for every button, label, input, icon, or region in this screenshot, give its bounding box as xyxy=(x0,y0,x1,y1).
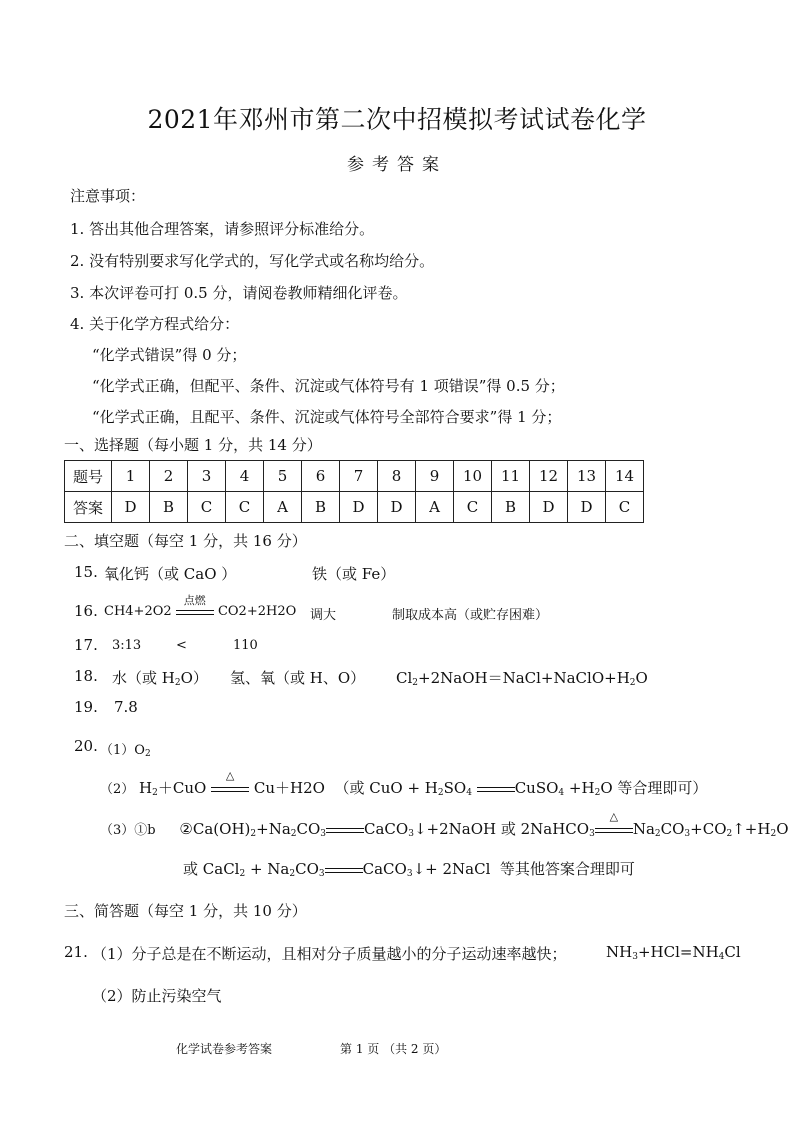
page-subtitle: 参考答案 xyxy=(347,155,447,175)
q20-part1: $(1)O_2$ xyxy=(100,743,151,759)
q16-lhs: CH4+2O2 xyxy=(104,604,172,619)
note-item-2: 2. 没有特别要求写化学式的，写化学式或名称均给分。 xyxy=(70,252,435,270)
heat-symbol: △ xyxy=(225,769,235,782)
note-item-3: 3. 本次评卷可打 0.5 分，请阅卷教师精细化评卷。 xyxy=(70,284,408,302)
answer-cell: C xyxy=(454,492,492,523)
note-item-4: 4. 关于化学方程式给分： xyxy=(70,315,240,333)
table-row xyxy=(65,492,644,523)
q17-answer-c: 110 xyxy=(233,638,258,653)
q20-part3: （3）①b $②Ca(OH)_2+Na_2CO_3$ CaCO$_3$↓+2NaOH 或 2NaHCO$_3$ △ $Na_2CO_3+CO_2↑+H_2O$ xyxy=(100,810,789,839)
reaction-equals-sign xyxy=(211,769,249,796)
reaction-equals-sign xyxy=(595,810,633,837)
answer-cell: A xyxy=(416,492,454,523)
q19-number: 19. xyxy=(74,698,98,716)
q18-answer-a: 水（或 $H_2O$） xyxy=(112,669,208,688)
reaction-equals-sign xyxy=(477,782,515,796)
answer-cell: C xyxy=(606,492,644,523)
answer-cell: D xyxy=(378,492,416,523)
question-number: 12 xyxy=(530,461,568,492)
q20-part2: （2） $H_2+CuO$ △ Cu＋H2O （或 CuO + $H_2SO_4$ CuSO$_4$ $+H_2O$ 等合理即可） xyxy=(100,769,708,798)
question-number: 10 xyxy=(454,461,492,492)
q17-number: 17. xyxy=(74,636,98,654)
q16-answer-b: 调大 xyxy=(310,608,337,623)
q21-part1: （1）分子总是在不断运动，且相对分子质量越小的分子运动速率越快； xyxy=(92,945,567,963)
question-number: 4 xyxy=(226,461,264,492)
row-label: 题号 xyxy=(65,461,112,492)
q21-part2: （2）防止污染空气 xyxy=(92,987,222,1005)
section3-heading: 三、简答题（每空 1 分，共 10 分） xyxy=(64,902,307,920)
question-number: 8 xyxy=(378,461,416,492)
answer-cell: A xyxy=(264,492,302,523)
question-number: 11 xyxy=(492,461,530,492)
answer-cell: C xyxy=(226,492,264,523)
answer-cell: D xyxy=(568,492,606,523)
note-sub-3: “化学式正确，且配平、条件、沉淀或气体符号全部符合要求”得 1 分； xyxy=(92,408,562,426)
q17-answer-b: < xyxy=(176,638,187,653)
q16-equation xyxy=(104,593,297,619)
q20-number: 20. xyxy=(74,737,98,755)
question-number: 14 xyxy=(606,461,644,492)
answer-cell: D xyxy=(112,492,150,523)
q15-answer-a: 氧化钙（或 CaO ） xyxy=(104,565,237,583)
q16-number: 16. xyxy=(74,602,98,620)
question-number: 3 xyxy=(188,461,226,492)
answer-cell: B xyxy=(150,492,188,523)
question-number: 6 xyxy=(302,461,340,492)
reaction-equals-sign xyxy=(176,593,214,619)
section2-heading: 二、填空题（每空 1 分，共 16 分） xyxy=(64,532,307,550)
note-item-1: 1. 答出其他合理答案，请参照评分标准给分。 xyxy=(70,220,375,238)
answer-cell: B xyxy=(492,492,530,523)
q21-part1-equation: $NH_3+HCl=NH_4Cl$ xyxy=(606,943,741,962)
answer-cell: C xyxy=(188,492,226,523)
q21-number: 21. xyxy=(64,943,88,961)
answer-cell: D xyxy=(530,492,568,523)
q18-number: 18. xyxy=(74,667,98,685)
reaction-equals-sign xyxy=(325,863,363,877)
q15-number: 15. xyxy=(74,563,98,581)
row-label: 答案 xyxy=(65,492,112,523)
answer-cell: D xyxy=(340,492,378,523)
question-number: 9 xyxy=(416,461,454,492)
q20-part3-alt: 或 CaCl$_2$ + $Na_2CO_3$ CaCO$_3$↓+ 2NaCl 等其他答案合理即可 xyxy=(183,860,635,879)
footer-page-number: 第 1 页 （共 2 页） xyxy=(340,1042,447,1056)
reaction-equals-sign xyxy=(326,823,364,837)
q20-part2-rhs: Cu＋H2O xyxy=(253,779,325,797)
note-sub-1: “化学式错误”得 0 分； xyxy=(92,346,247,364)
answer-cell: B xyxy=(302,492,340,523)
q18-answer-c: $Cl_2+2NaOH=NaCl+NaClO+H_2O$ xyxy=(396,669,648,688)
question-number: 2 xyxy=(150,461,188,492)
answer-table xyxy=(64,460,644,523)
table-row xyxy=(65,461,644,492)
q16-answer-c: 制取成本高（或贮存困难） xyxy=(392,608,549,623)
heat-symbol: △ xyxy=(609,810,619,823)
note-sub-2: “化学式正确，但配平、条件、沉淀或气体符号有 1 项错误”得 0.5 分； xyxy=(92,377,565,395)
question-number: 13 xyxy=(568,461,606,492)
q20-part2-label: （2） xyxy=(100,782,135,797)
question-number: 7 xyxy=(340,461,378,492)
q16-rhs: CO2+2H2O xyxy=(217,604,297,619)
q19-answer: 7.8 xyxy=(114,698,138,716)
footer-title: 化学试卷参考答案 xyxy=(176,1042,273,1056)
q17-answer-a: 3:13 xyxy=(112,638,142,653)
q18-answer-b: 氢、氧（或 H、O） xyxy=(230,669,366,687)
question-number: 1 xyxy=(112,461,150,492)
question-number: 5 xyxy=(264,461,302,492)
notes-heading: 注意事项： xyxy=(70,187,146,205)
q15-answer-b: 铁（或 Fe） xyxy=(312,565,396,583)
section1-heading: 一、选择题（每小题 1 分，共 14 分） xyxy=(64,436,322,454)
q20-part3-label: （3）①b xyxy=(100,823,156,838)
reaction-condition: 点燃 xyxy=(183,593,206,607)
page-title: 2021年邓州市第二次中招模拟考试试卷化学 xyxy=(147,105,647,134)
